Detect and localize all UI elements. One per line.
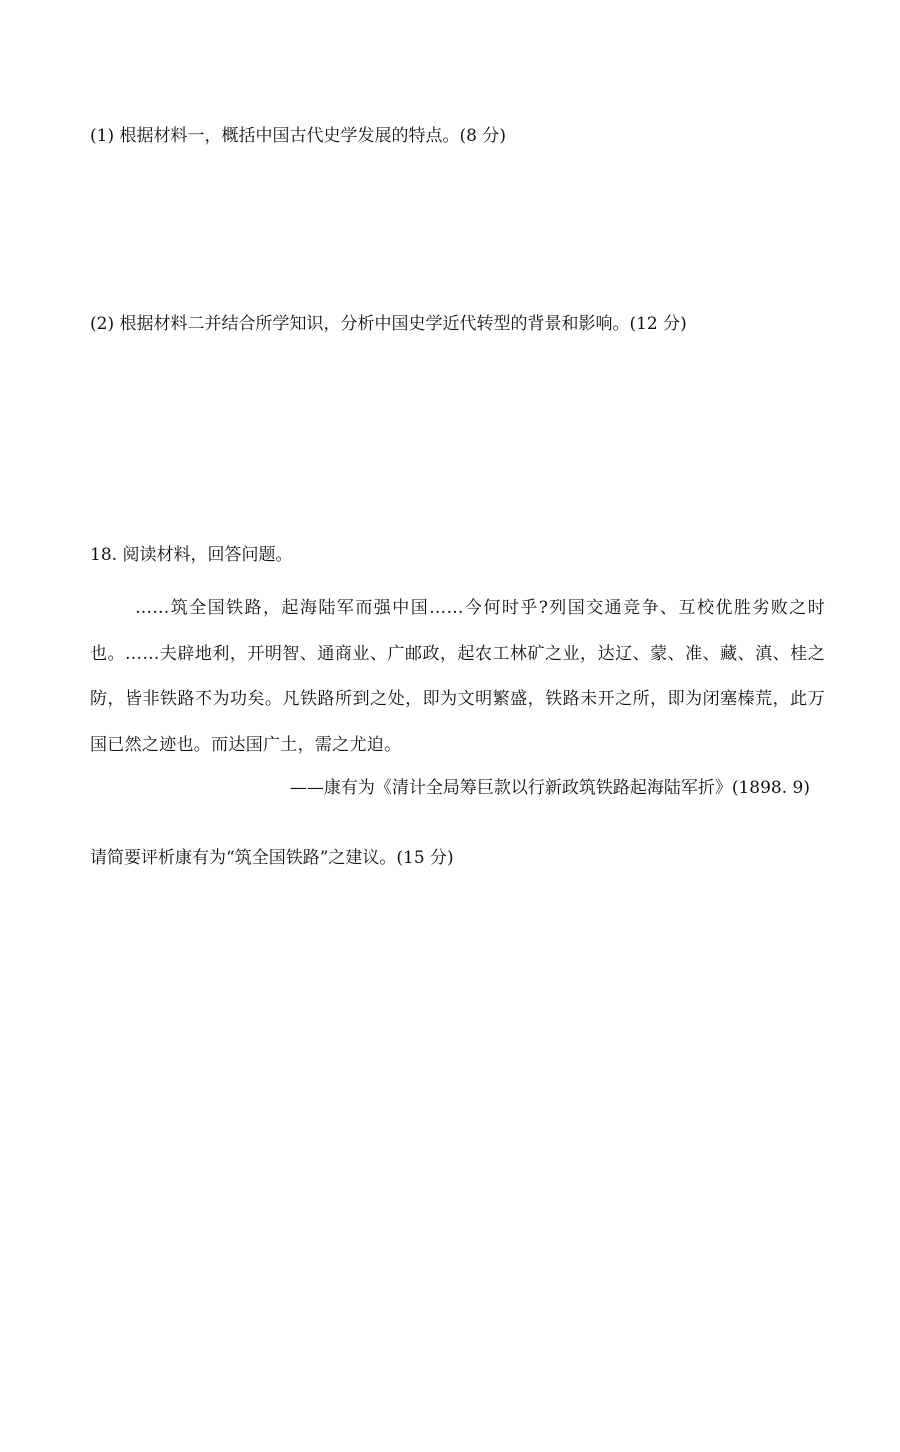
question-2: (2) 根据材料二并结合所学知识，分析中国史学近代转型的背景和影响。(12 分) <box>90 314 687 334</box>
question-18-task: 请简要评析康有为“筑全国铁路”之建议。(15 分) <box>90 848 454 868</box>
material-passage: ……筑全国铁路，起海陆军而强中国……今何时乎?列国交通竞争、互校优胜劣败之时也。……夫辟地利，开明智、通商业、广邮政，起农工林矿之业，达辽、蒙、准、藏、滇、桂之防，皆非铁路不为功矣。凡铁路所到之处，即为文明繁盛，铁路未开之所，即为闭塞榛荒，此万国已然之迹也。而达国广土，需之尤迫。 <box>90 598 825 755</box>
question-1: (1) 根据材料一，概括中国古代史学发展的特点。(8 分) <box>90 126 506 146</box>
material-source-citation: ——康有为《清计全局筹巨款以行新政筑铁路起海陆军折》(1898. 9) <box>289 778 810 798</box>
question-18-heading: 18. 阅读材料，回答问题。 <box>90 545 293 565</box>
